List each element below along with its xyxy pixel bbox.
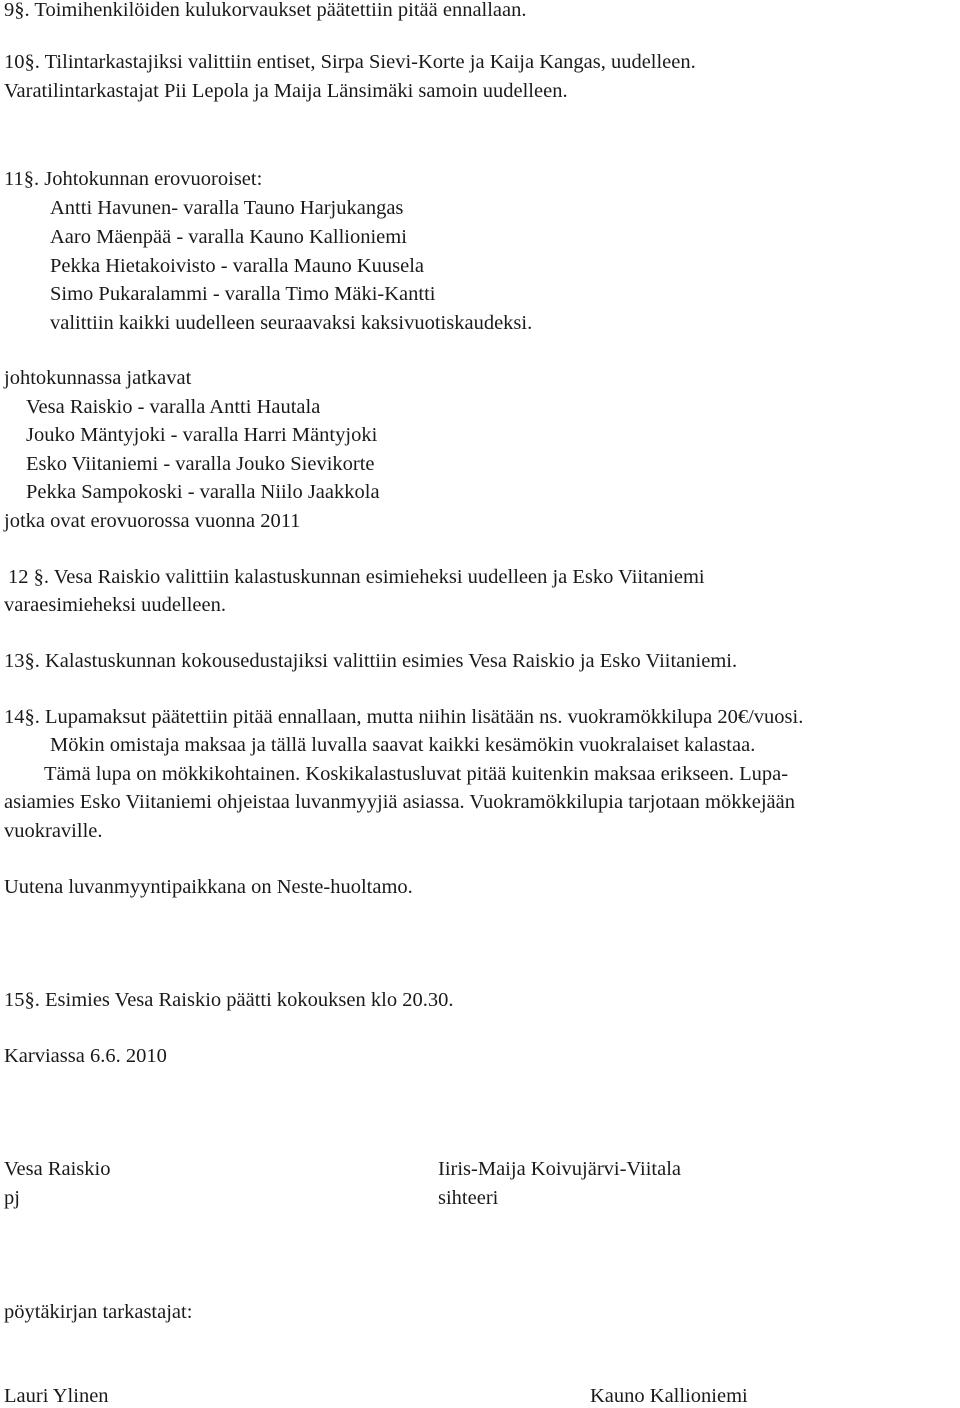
secretary-name: Iiris-Maija Koivujärvi-Viitala bbox=[438, 1158, 681, 1180]
section-11-heading: 11§. Johtokunnan erovuoroiset: bbox=[4, 168, 263, 190]
section-14-line-2: Mökin omistaja maksaa ja tällä luvalla saavat kaikki kesämökin vuokralaiset kalastaa. bbox=[50, 734, 756, 756]
inspector-left: Lauri Ylinen bbox=[4, 1385, 109, 1407]
continuing-member-4: Pekka Sampokoski - varalla Niilo Jaakkola bbox=[26, 481, 380, 503]
erovuoroinen-4: Simo Pukaralammi - varalla Timo Mäki-Kantti bbox=[50, 283, 436, 305]
section-10-line-1: 10§. Tilintarkastajiksi valittiin entiset, Sirpa Sievi-Korte ja Kaija Kangas, uudelleen. bbox=[4, 51, 696, 73]
section-13: 13§. Kalastuskunnan kokousedustajiksi valittiin esimies Vesa Raiskio ja Esko Viitaniemi. bbox=[4, 650, 738, 672]
continuing-footer: jotka ovat erovuorossa vuonna 2011 bbox=[4, 510, 301, 532]
section-10-line-2: Varatilintarkastajat Pii Lepola ja Maija Länsimäki samoin uudelleen. bbox=[4, 80, 568, 102]
election-result: valittiin kaikki uudelleen seuraavaksi kaksivuotiskaudeksi. bbox=[50, 312, 533, 334]
inspectors-label: pöytäkirjan tarkastajat: bbox=[4, 1301, 193, 1323]
continuing-heading: johtokunnassa jatkavat bbox=[4, 367, 192, 389]
section-15: 15§. Esimies Vesa Raiskio päätti kokouksen klo 20.30. bbox=[4, 989, 454, 1011]
section-14-extra: Uutena luvanmyyntipaikkana on Neste-huoltamo. bbox=[4, 876, 413, 898]
continuing-member-2: Jouko Mäntyjoki - varalla Harri Mäntyjoki bbox=[26, 424, 378, 446]
section-12-line-1: 12 §. Vesa Raiskio valittiin kalastuskunnan esimieheksi uudelleen ja Esko Viitaniemi bbox=[8, 566, 705, 588]
secretary-title: sihteeri bbox=[438, 1187, 499, 1209]
chair-title: pj bbox=[4, 1187, 20, 1209]
place-date: Karviassa 6.6. 2010 bbox=[4, 1045, 167, 1067]
chair-name: Vesa Raiskio bbox=[4, 1158, 111, 1180]
section-14-line-5: vuokraville. bbox=[4, 820, 103, 842]
section-14-line-4: asiamies Esko Viitaniemi ohjeistaa luvanmyyjiä asiassa. Vuokramökkilupia tarjotaan mökkejään bbox=[4, 791, 795, 813]
erovuoroinen-3: Pekka Hietakoivisto - varalla Mauno Kuusela bbox=[50, 255, 425, 277]
section-9: 9§. Toimihenkilöiden kulukorvaukset päätettiin pitää ennallaan. bbox=[4, 0, 527, 21]
section-12-line-2: varaesimieheksi uudelleen. bbox=[4, 594, 226, 616]
erovuoroinen-1: Antti Havunen- varalla Tauno Harjukangas bbox=[50, 197, 404, 219]
erovuoroinen-2: Aaro Mäenpää - varalla Kauno Kallioniemi bbox=[50, 226, 407, 248]
section-14-line-3: Tämä lupa on mökkikohtainen. Koskikalastusluvat pitää kuitenkin maksaa erikseen. Lupa- bbox=[44, 763, 789, 785]
continuing-member-1: Vesa Raiskio - varalla Antti Hautala bbox=[26, 396, 321, 418]
section-14-line-1: 14§. Lupamaksut päätettiin pitää ennallaan, mutta niihin lisätään ns. vuokramökkilupa 20€/vuosi. bbox=[4, 706, 804, 728]
continuing-member-3: Esko Viitaniemi - varalla Jouko Sievikorte bbox=[26, 453, 375, 475]
inspector-right: Kauno Kallioniemi bbox=[590, 1385, 748, 1407]
